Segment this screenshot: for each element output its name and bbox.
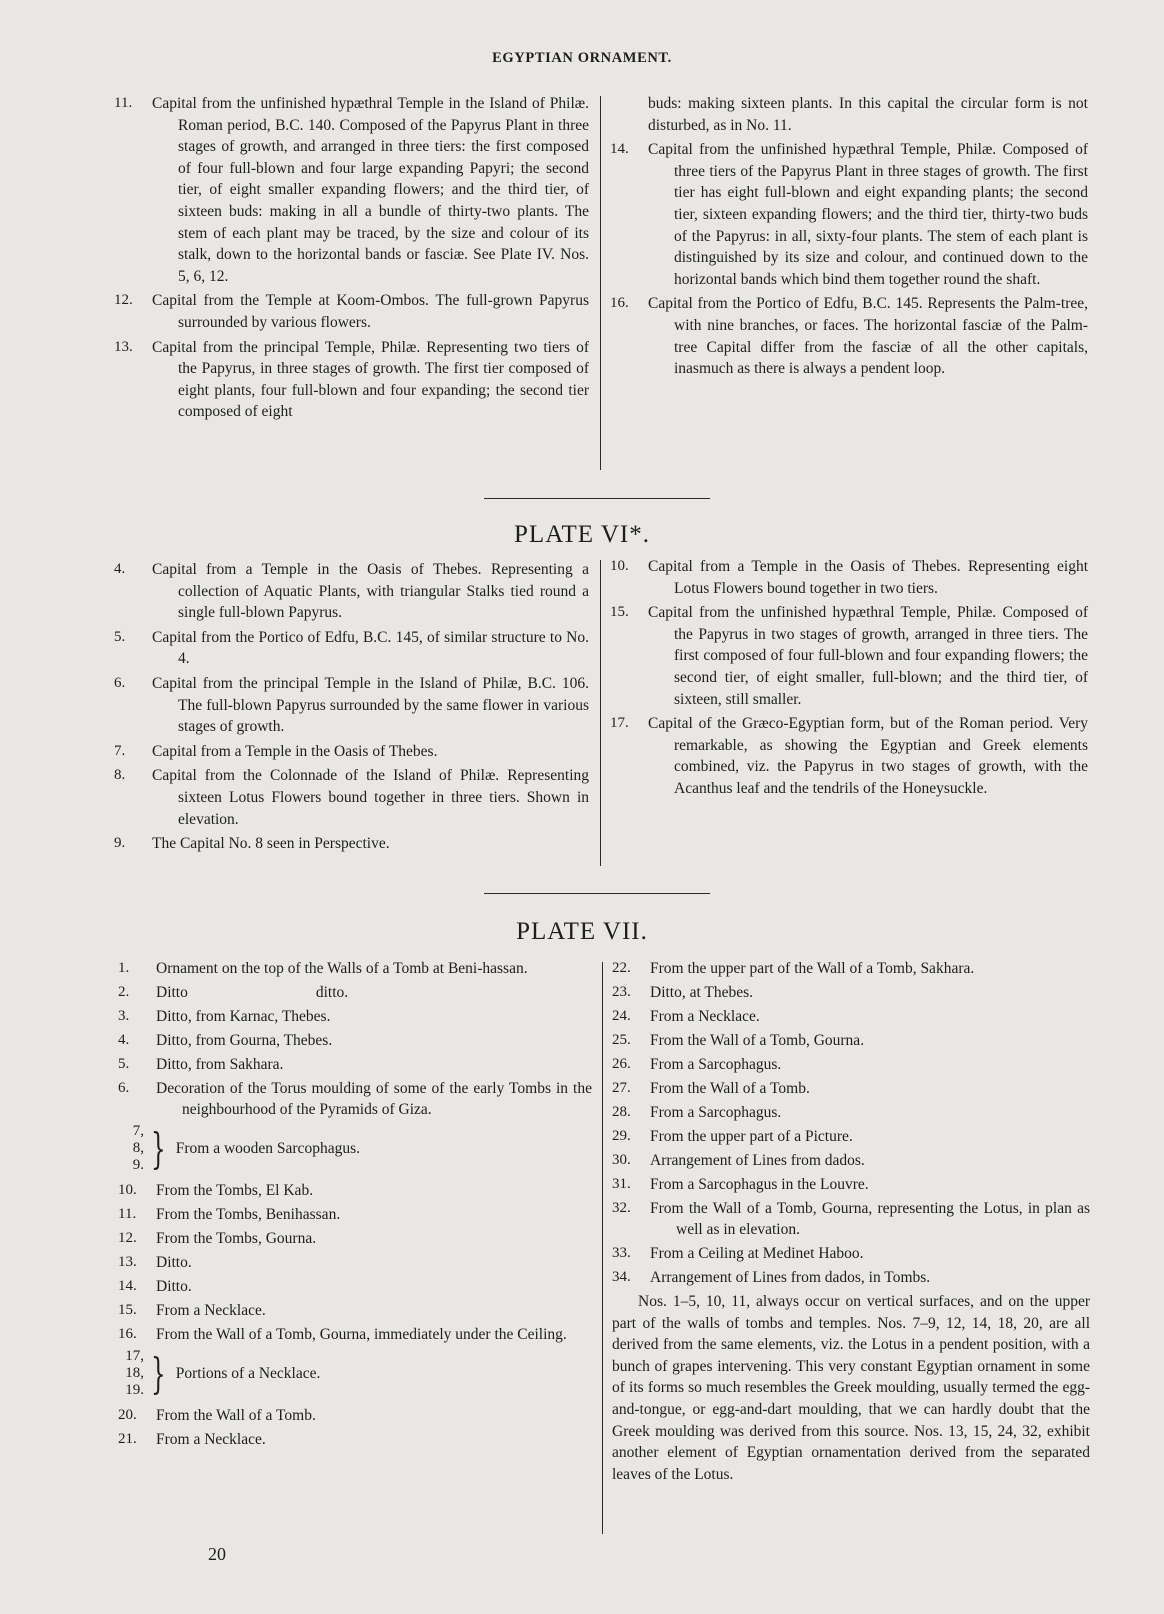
brace-group: 7, 8, 9. } From a wooden Sarcophagus. — [132, 1123, 360, 1173]
list-item: 17. Capital of the Græco-Egyptian form, but of the Roman period. Very remarkable, as showing the Egyptian and Greek elements combined, viz. the Papyrus in two stages of growth, with the Acanthus leaf and the tendrils of the Honeysuckle. — [610, 715, 1088, 797]
list-item: 16. Capital from the Portico of Edfu, B.C. 145. Represents the Palm-tree, with nine branches, or faces. The horizontal fasciæ of the Palm-tree Capital differ from the fasciæ of all the other capitals, inasmuch as there is always a pendent loop. — [610, 295, 1088, 378]
list-item: 26. From a Sarcophagus. — [612, 1056, 782, 1073]
list-item: 6. Capital from the principal Temple in the Island of Philæ, B.C. 106. The full-blown Papyrus surrounded by the same flower in various stages of growth. — [114, 674, 589, 736]
list-item: 1. Ornament on the top of the Walls of a Tomb at Beni-hassan. — [118, 960, 528, 977]
list-item: 13. Ditto. — [118, 1254, 192, 1271]
plate-vi-right-column — [610, 93, 1088, 383]
section-rule — [484, 893, 710, 894]
list-item: 11. Capital from the unfinished hypæthral Temple in the Island of Philæ. Roman period, B.C. 140. Composed of the Papyrus Plant in three stages of growth, and arranged in three tiers: the first composed of four full-blown and four large expanding Papyri; the second tier, of eight smaller expanding flowers; and the third tier, of sixteen buds: making in all a bundle of thirty-two plants. The stem of each plant may be traced, by the size and colour of its stalk, down to the horizontal bands or fasciæ. See Plate IV. Nos. 5, 6, 12. — [114, 95, 589, 285]
list-item: 12. Capital from the Temple at Koom-Ombos. The full-grown Papyrus surrounded by various flowers. — [114, 292, 589, 331]
list-item: 5. Capital from the Portico of Edfu, B.C. 145, of similar structure to No. 4. — [114, 628, 589, 668]
column-divider — [602, 962, 603, 1534]
plate-vi-left-column — [114, 93, 589, 426]
list-item: 14. Capital from the unfinished hypæthral Temple, Philæ. Composed of three tiers of the Papyrus Plant in three stages of growth. The first tier has eight full-blown and eight expanding plants; the second tier, sixteen expanding flowers; and the third tier, thirty-two buds of the Papyrus: in all, sixty-four plants. The stem of each plant is distinguished by its size and colour, and continued down to the horizontal bands which bind them together round the shaft. — [610, 141, 1088, 288]
list-item: 8. Capital from the Colonnade of the Island of Philæ. Representing sixteen Lotus Flowers bound together in three tiers. Shown in elevation. — [114, 767, 589, 828]
running-head: EGYPTIAN ORNAMENT. — [492, 50, 672, 66]
list-item: 24. From a Necklace. — [612, 1008, 760, 1025]
list-item: 10. From the Tombs, El Kab. — [118, 1182, 314, 1199]
plate-vii-left-column — [118, 958, 592, 1453]
brace-group: 17, 18, 19. } Portions of a Necklace. — [125, 1348, 321, 1398]
list-item: 23. Ditto, at Thebes. — [612, 984, 754, 1001]
list-item: 15. Capital from the unfinished hypæthral Temple, Philæ. Composed of the Papyrus in two stages of growth, arranged in three tiers. The first composed of four full-blown and four expanding flowers; the second tier, of eight smaller, full-blown; and the third tier, of sixteen, still smaller. — [610, 604, 1088, 708]
plate-vi-star-title: PLATE VI*. — [514, 521, 650, 548]
list-item: 11. From the Tombs, Benihassan. — [118, 1206, 341, 1223]
column-divider — [600, 96, 601, 470]
list-item: 12. From the Tombs, Gourna. — [118, 1230, 317, 1247]
list-item: 20. From the Wall of a Tomb. — [118, 1407, 316, 1424]
list-item: 25. From the Wall of a Tomb, Gourna. — [612, 1032, 865, 1049]
plate-vi-star-right-column — [610, 556, 1088, 803]
page-number: 20 — [208, 1544, 226, 1564]
list-item: 2. Ditto ditto. — [118, 984, 349, 1001]
list-item: 6. Decoration of the Torus moulding of some of the early Tombs in the neighbourhood of the Pyramids of Giza. — [118, 1080, 592, 1118]
list-item: 5. Ditto, from Sakhara. — [118, 1056, 284, 1073]
plate-vii-note: Nos. 1–5, 10, 11, always occur on vertical surfaces, and on the upper part of the walls of tombs and temples. Nos. 7–9, 12, 14, 18, 20, are all derived from the same elements, viz. the Lotus in a pendent position, with a bunch of grapes intervening. This very constant Egyptian ornament in some of its forms so much resembles the Greek moulding, usually termed the egg-and-tongue, or egg-and-dart moulding, that we can hardly doubt that the Greek moulding was derived from this source. Nos. 13, 15, 24, 32, exhibit another element of Egyptian ornamentation derived from the separated leaves of the Lotus. — [612, 1293, 1090, 1483]
plate-vii-right-column — [612, 958, 1090, 1485]
list-item: buds: making sixteen plants. In this capital the circular form is not disturbed, as in No. 11. — [648, 95, 1088, 134]
list-item: 33. From a Ceiling at Medinet Haboo. — [612, 1245, 864, 1262]
list-item: 16. From the Wall of a Tomb, Gourna, immediately under the Ceiling. — [118, 1326, 567, 1343]
list-item: 29. From the upper part of a Picture. — [612, 1128, 853, 1145]
list-item: 10. Capital from a Temple in the Oasis of Thebes. Representing eight Lotus Flowers bound together in two tiers. — [610, 558, 1088, 597]
brace-icon: } — [151, 1123, 166, 1173]
brace-icon: } — [151, 1348, 166, 1398]
list-item: 7. Capital from a Temple in the Oasis of Thebes. — [114, 742, 438, 760]
list-item: 31. From a Sarcophagus in the Louvre. — [612, 1176, 869, 1193]
section-rule — [484, 498, 710, 499]
list-item: 21. From a Necklace. — [118, 1431, 266, 1448]
list-item: 28. From a Sarcophagus. — [612, 1104, 782, 1121]
list-item: 3. Ditto, from Karnac, Thebes. — [118, 1008, 331, 1025]
list-item: 4. Ditto, from Gourna, Thebes. — [118, 1032, 333, 1049]
list-item: 15. From a Necklace. — [118, 1302, 266, 1319]
column-divider — [600, 560, 601, 866]
list-item: 9. The Capital No. 8 seen in Perspective. — [114, 835, 390, 853]
list-item: 32. From the Wall of a Tomb, Gourna, representing the Lotus, in plan as well as in elevation. — [612, 1200, 1090, 1238]
list-item: 34. Arrangement of Lines from dados, in Tombs. — [612, 1269, 931, 1286]
list-item: 30. Arrangement of Lines from dados. — [612, 1152, 865, 1169]
list-item: 4. Capital from a Temple in the Oasis of Thebes. Representing a collection of Aquatic Plants, with triangular Stalks tied round a single full-blown Papyrus. — [114, 561, 589, 622]
list-item: 27. From the Wall of a Tomb. — [612, 1080, 810, 1097]
list-item: 14. Ditto. — [118, 1278, 192, 1295]
plate-vi-star-left-column — [114, 559, 589, 858]
plate-vii-title: PLATE VII. — [516, 918, 648, 945]
list-item: 22. From the upper part of the Wall of a Tomb, Sakhara. — [612, 960, 975, 977]
list-item: 13. Capital from the principal Temple, Philæ. Representing two tiers of the Papyrus, in three stages of growth. The first tier composed of eight plants, four full-blown and four expanding; the second tier composed of eight — [114, 338, 589, 421]
